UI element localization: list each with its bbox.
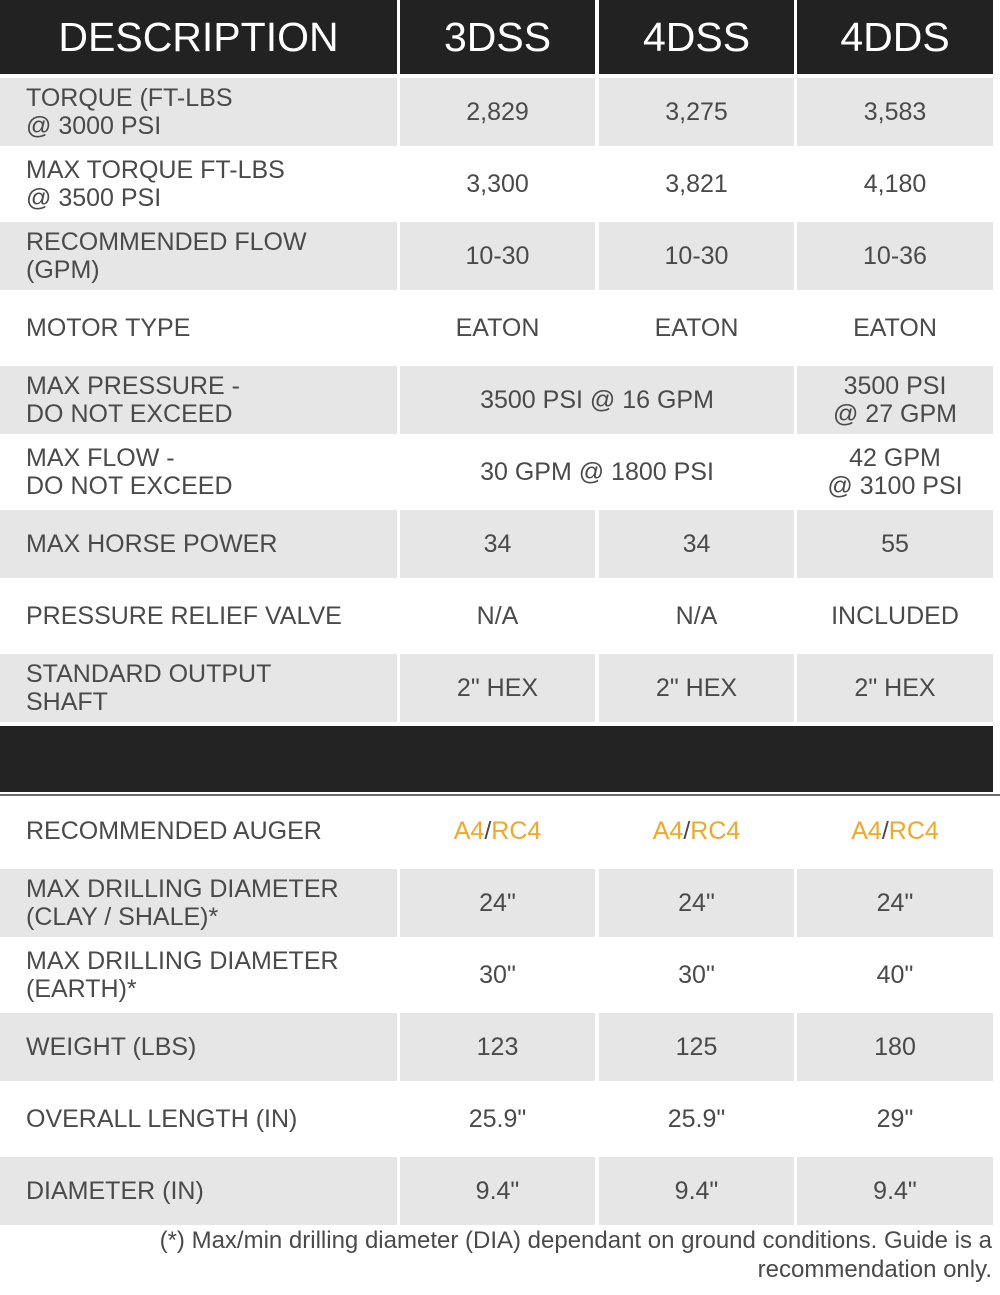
value-4dss: 125	[599, 1013, 794, 1081]
table-row	[0, 1085, 1000, 1153]
table-row	[0, 438, 1000, 506]
value-3dss: 10-30	[400, 222, 595, 290]
value-4dss: 3,821	[665, 170, 728, 198]
row-label: MOTOR TYPE	[26, 314, 191, 342]
row-label: RECOMMENDED AUGER	[26, 817, 322, 845]
table-row	[0, 78, 1000, 146]
value-3dss-4dss: 30 GPM @ 1800 PSI	[480, 458, 714, 486]
row-label: MAX TORQUE FT-LBS @ 3500 PSI	[26, 156, 285, 212]
value-4dds: INCLUDED	[831, 602, 959, 630]
value-3dss: 30"	[479, 961, 516, 989]
table-row	[0, 582, 1000, 650]
header-4dds: 4DDS	[797, 0, 993, 74]
value-4dds: 24"	[797, 869, 993, 937]
value-4dds: 9.4"	[797, 1157, 993, 1225]
table-row	[0, 941, 1000, 1009]
value-3dss: 24"	[400, 869, 595, 937]
row-label: PRESSURE RELIEF VALVE	[26, 602, 342, 630]
value-4dss: 25.9"	[667, 1105, 726, 1133]
value-4dds: 40"	[876, 961, 914, 989]
table-row	[0, 150, 1000, 218]
value-4dss: 9.4"	[599, 1157, 794, 1225]
row-label: RECOMMENDED FLOW (GPM)	[0, 222, 397, 290]
row-label: STANDARD OUTPUT SHAFT	[0, 654, 397, 722]
value-3dss: EATON	[455, 314, 540, 342]
table-header	[0, 0, 1000, 74]
value-3dss: 34	[400, 510, 595, 578]
value-4dds: 29"	[876, 1105, 914, 1133]
footnote: (*) Max/min drilling diameter (DIA) dependant on ground conditions. Guide is a recommendation only.	[159, 1227, 992, 1283]
table-row	[0, 366, 1000, 434]
table-row	[0, 510, 1000, 578]
value-4dds: EATON	[853, 314, 937, 342]
row-label: TORQUE (FT-LBS @ 3000 PSI	[0, 78, 397, 146]
value-3dss: 2,829	[400, 78, 595, 146]
header-description: DESCRIPTION	[0, 0, 397, 74]
value-3dss: N/A	[476, 602, 519, 630]
value-3dss: 123	[400, 1013, 595, 1081]
value-4dss: 34	[599, 510, 794, 578]
value-3dss: 9.4"	[400, 1157, 595, 1225]
row-label: MAX HORSE POWER	[0, 510, 397, 578]
row-label: OVERALL LENGTH (IN)	[26, 1105, 298, 1133]
row-label: WEIGHT (LBS)	[0, 1013, 397, 1081]
table-row	[0, 654, 1000, 722]
value-4dss: 10-30	[599, 222, 794, 290]
value-4dds: 180	[797, 1013, 993, 1081]
value-4dds: 42 GPM @ 3100 PSI	[827, 444, 963, 500]
value-3dss-4dss: 3500 PSI @ 16 GPM	[400, 366, 794, 434]
row-label: MAX DRILLING DIAMETER (CLAY / SHALE)*	[0, 869, 397, 937]
value-4dds: 3,583	[797, 78, 993, 146]
table-row	[0, 222, 1000, 290]
section-divider-band	[0, 726, 993, 792]
row-label: MAX FLOW - DO NOT EXCEED	[26, 444, 233, 500]
table-row	[0, 1157, 1000, 1225]
value-4dds: 55	[797, 510, 993, 578]
value-3dss: 25.9"	[468, 1105, 527, 1133]
row-label: DIAMETER (IN)	[0, 1157, 397, 1225]
auger-link-4dds[interactable]: A4 / RC4	[851, 817, 939, 845]
row-label: MAX DRILLING DIAMETER (EARTH)*	[26, 947, 339, 1003]
table-row	[0, 869, 1000, 937]
value-3dss: 3,300	[466, 170, 529, 198]
table-row	[0, 1013, 1000, 1081]
section-divider-line	[0, 794, 1000, 796]
table-row	[0, 294, 1000, 362]
value-4dss: N/A	[675, 602, 718, 630]
row-label: MAX PRESSURE - DO NOT EXCEED	[0, 366, 397, 434]
table-row	[0, 797, 1000, 865]
value-4dds: 4,180	[863, 170, 927, 198]
value-4dss: EATON	[654, 314, 739, 342]
header-4dss: 4DSS	[599, 0, 794, 74]
value-4dss: 2" HEX	[599, 654, 794, 722]
value-3dss: 2" HEX	[400, 654, 595, 722]
value-4dds: 10-36	[797, 222, 993, 290]
header-3dss: 3DSS	[400, 0, 595, 74]
value-4dss: 24"	[599, 869, 794, 937]
auger-link-3dss[interactable]: A4 / RC4	[453, 817, 542, 845]
value-4dss: 30"	[678, 961, 715, 989]
value-4dds: 3500 PSI @ 27 GPM	[797, 366, 993, 434]
auger-link-4dss[interactable]: A4 / RC4	[652, 817, 741, 845]
value-4dds: 2" HEX	[797, 654, 993, 722]
value-4dss: 3,275	[599, 78, 794, 146]
